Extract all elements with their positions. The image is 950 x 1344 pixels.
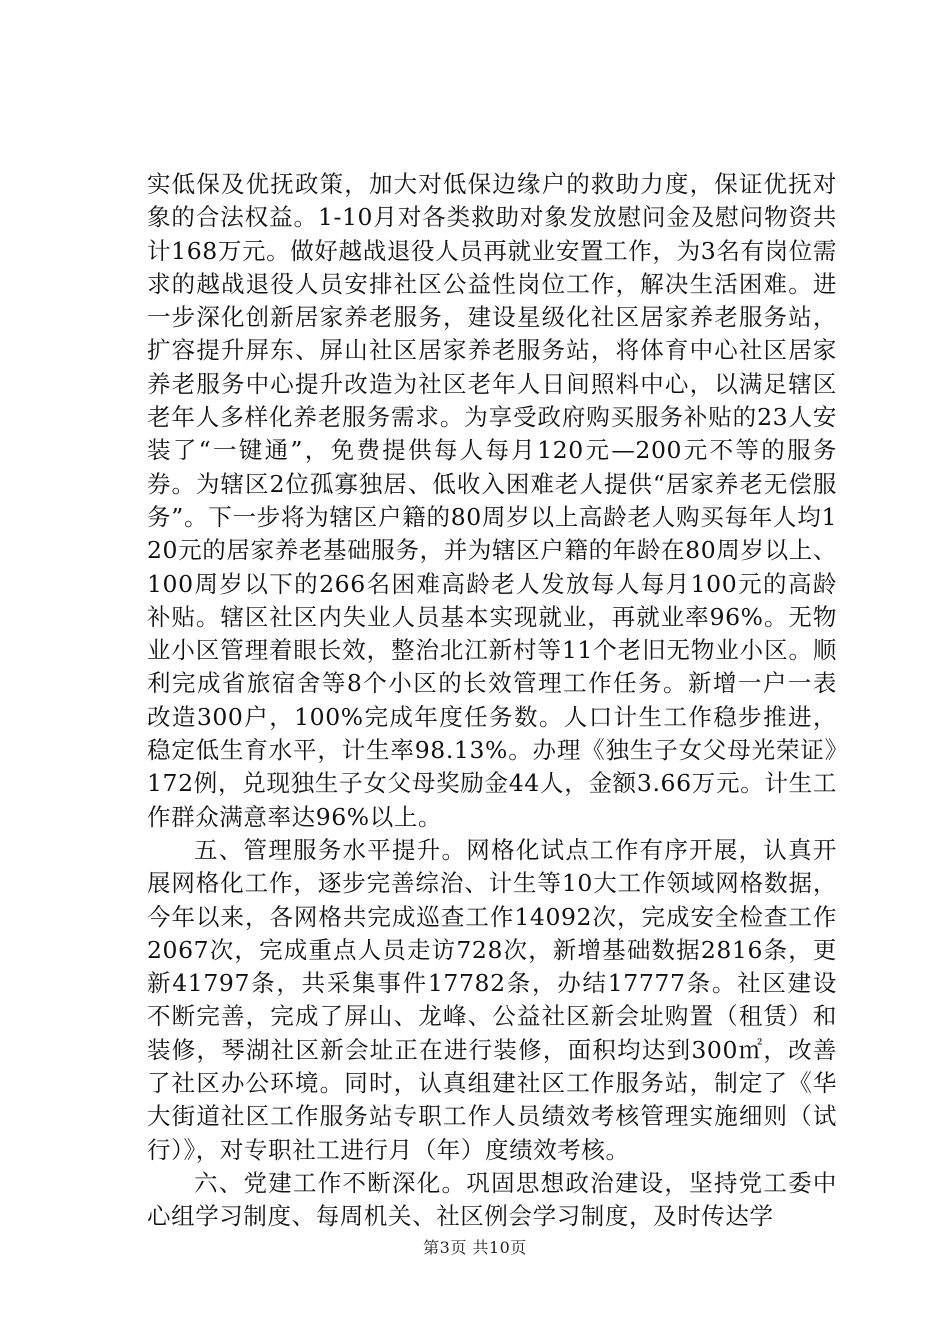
paragraph-section-five: 五、管理服务水平提升。网格化试点工作有序开展，认真开展网格化工作，逐步完善综治、计生等10大工作领域网格数据，今年以来，各网格共完成巡查工作14092次，完成安全检查工作2067次，完成重点人员走访728次，新增基础数据2816条，更新41797条，共采集事件17782条，办结17777条。社区建设不断完善，完成了屏山、龙峰、公益社区新会址购置（租赁）和装修，琴湖社区新会址正在进行装修，面积均达到300㎡，改善了社区办公环境。同时，认真组建社区工作服务站，制定了《华大街道社区工作服务站专职工作人员绩效考核管理实施细则（试行）》，对专职社工进行月（年）度绩效考核。	[147, 835, 837, 1164]
paragraph-continued: 实低保及优抚政策，加大对低保边缘户的救助力度，保证优抚对象的合法权益。1-10月对各类救助对象发放慰问金及慰问物资共计168万元。做好越战退役人员再就业安置工作，为3名有岗位需求的越战退役人员安排社区公益性岗位工作，解决生活困难。进一步深化创新居家养老服务，建设星级化社区居家养老服务站，扩容提升屏东、屏山社区居家养老服务站，将体育中心社区居家养老服务中心提升改造为社区老年人日间照料中心，以满足辖区老年人多样化养老服务需求。为享受政府购买服务补贴的23人安装了“一键通”，免费提供每人每月120元—200元不等的服务券。为辖区2位孤寡独居、低收入困难老人提供“居家养老无偿服务”。下一步将为辖区户籍的80周岁以上高龄老人购买每年人均120元的居家养老基础服务，并为辖区户籍的年龄在80周岁以上、100周岁以下的266名困难高龄老人发放每人每月100元的高龄补贴。辖区社区内失业人员基本实现就业，再就业率96%。无物业小区管理着眼长效，整治北江新村等11个老旧无物业小区。顺利完成省旅宿舍等8个小区的长效管理工作任务。新增一户一表改造300户，100%完成年度任务数。人口计生工作稳步推进，稳定低生育水平，计生率98.13%。办理《独生子女父母光荣证》172例，兑现独生子女父母奖励金44人，金额3.66万元。计生工作群众满意率达96%以上。	[147, 170, 837, 831]
paragraph-section-six: 六、党建工作不断深化。巩固思想政治建设，坚持党工委中心组学习制度、每周机关、社区例会学习制度，及时传达学	[147, 1168, 837, 1231]
page-number-footer: 第3页 共10页	[423, 1238, 527, 1257]
document-body	[147, 168, 837, 1234]
